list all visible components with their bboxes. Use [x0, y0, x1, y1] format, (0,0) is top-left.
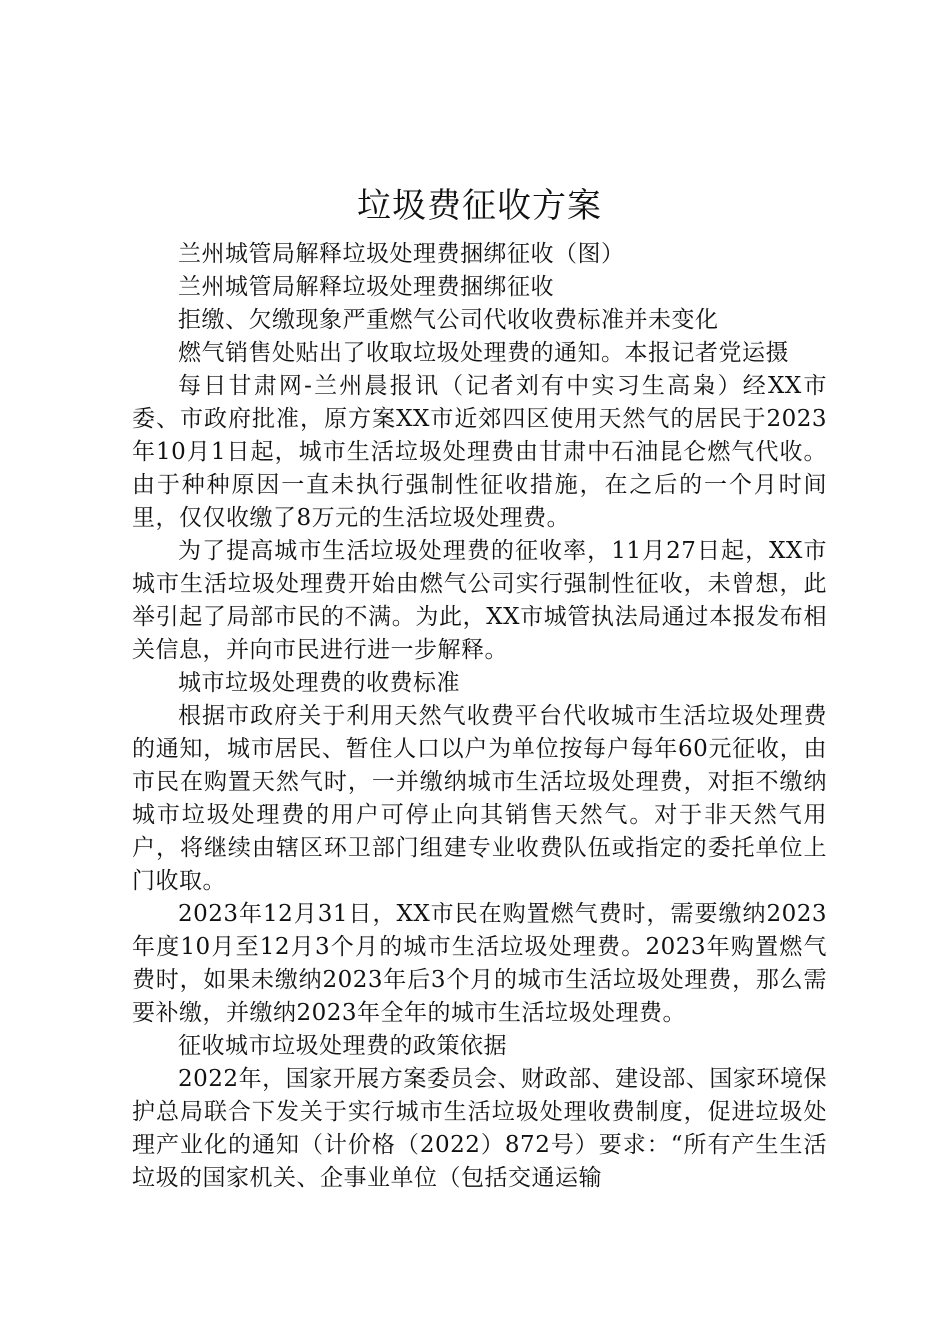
section-heading-policy-basis: 征收城市垃圾处理费的政策依据 — [178, 1033, 507, 1059]
paragraph-policy-basis: 2022年，国家开展方案委员会、财政部、建设部、国家环境保护总局联合下发关于实行城市生活垃圾处理收费制度，促进垃圾处理产业化的通知（计价格（2022）872号）要求：“所有产生生活垃圾的国家机关、企事业单位（包括交通运输 — [132, 1066, 827, 1191]
document-title: 垃圾费征收方案 — [357, 186, 602, 226]
paragraph-payment-deadline: 2023年12月31日，XX市民在购置燃气费时，需要缴纳2023年度10月至12月3个月的城市生活垃圾处理费。2023年购置燃气费时，如果未缴纳2023年后3个月的城市生活垃圾处理费，那么需要补缴，并缴纳2023年全年的城市生活垃圾处理费。 — [132, 901, 827, 1026]
paragraph-news-intro: 每日甘肃网-兰州晨报讯（记者刘有中实习生高枭）经XX市委、市政府批准，原方案XX市近郊四区使用天然气的居民于2023年10月1日起，城市生活垃圾处理费由甘肃中石油昆仑燃气代收。由于种种原因一直未执行强制性征收措施，在之后的一个月时间里，仅仅收缴了8万元的生活垃圾处理费。 — [132, 373, 827, 531]
paragraph-fee-standard: 根据市政府关于利用天然气收费平台代收城市生活垃圾处理费的通知，城市居民、暂住人口以户为单位按每户每年60元征收，由市民在购置天然气时，一并缴纳城市生活垃圾处理费，对拒不缴纳城市垃圾处理费的用户可停止向其销售天然气。对于非天然气用户，将继续由辖区环卫部门组建专业收费队伍或指定的委托单位上门收取。 — [132, 703, 827, 894]
section-heading-fee-standard: 城市垃圾处理费的收费标准 — [178, 670, 460, 696]
document-page — [132, 178, 827, 1195]
paragraph-photo-caption: 燃气销售处贴出了收取垃圾处理费的通知。本报记者党运摄 — [178, 340, 789, 366]
paragraph-enforcement: 为了提高城市生活垃圾处理费的征收率，11月27日起，XX市城市生活垃圾处理费开始由燃气公司实行强制性征收，未曾想，此举引起了局部市民的不满。为此，XX市城管执法局通过本报发布相关信息，并向市民进行进一步解释。 — [132, 538, 827, 663]
paragraph-subheading-refusal: 拒缴、欠缴现象严重燃气公司代收收费标准并未变化 — [178, 307, 719, 333]
paragraph-subtitle-with-image: 兰州城管局解释垃圾处理费捆绑征收（图） — [178, 241, 625, 267]
paragraph-subtitle: 兰州城管局解释垃圾处理费捆绑征收 — [178, 274, 554, 300]
